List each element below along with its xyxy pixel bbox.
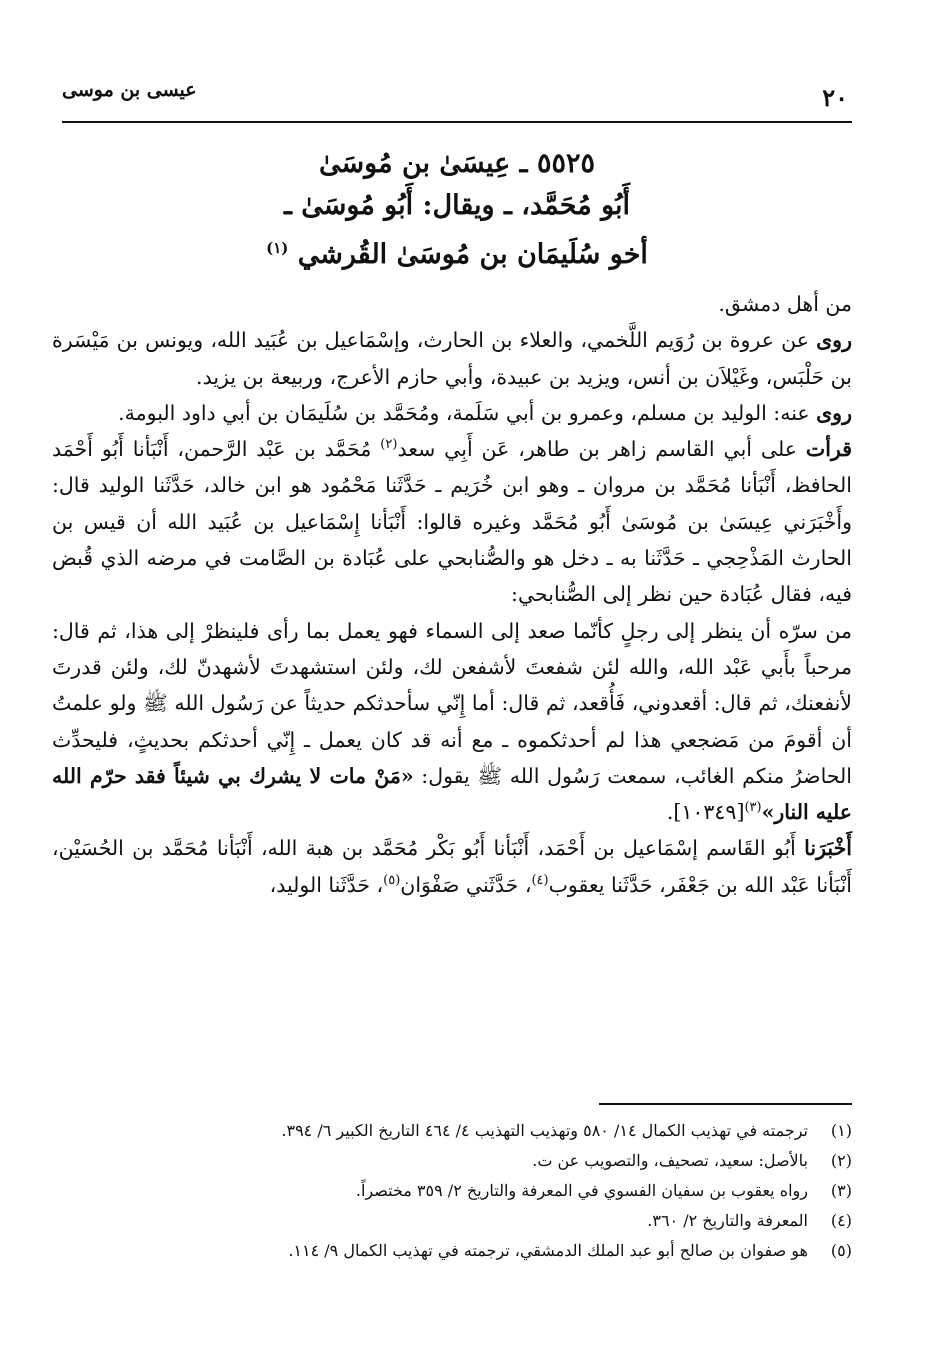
paragraph-text: عنه: الوليد بن مسلم، وعمرو بن أبي سَلَمة، ومُحَمَّد بن سُلَيمَان بن أبي داود البومة. bbox=[118, 400, 817, 425]
footnote-ref: (٥) bbox=[383, 872, 401, 888]
paragraph-narrated-by bbox=[52, 395, 852, 431]
footnote-separator bbox=[599, 1103, 852, 1105]
paragraph-lead-word: روى bbox=[816, 328, 852, 353]
footnote bbox=[62, 1146, 852, 1176]
footnote-number: (٣) bbox=[830, 1181, 852, 1200]
entry-title-line-2: أَبُو مُحَمَّد، ـ ويقال: أَبُو مُوسَىٰ ـ bbox=[283, 190, 631, 221]
footnote bbox=[62, 1116, 852, 1146]
footnote-ref: (٢) bbox=[380, 437, 398, 453]
header-rule bbox=[62, 121, 852, 123]
entry-title-line-3 bbox=[62, 227, 852, 276]
paragraph-narrated-from bbox=[52, 322, 852, 395]
paragraph-text: على أبي القاسم زاهر بن طاهر، عَن أَبِي سعد bbox=[397, 437, 806, 462]
running-title: عيسى بن موسى bbox=[62, 79, 197, 101]
page-number: ٢٠ bbox=[822, 83, 848, 112]
footnote-text: ترجمته في تهذيب الكمال ١٤/ ٥٨٠ وتهذيب التهذيب ٤/ ٤٦٤ التاريخ الكبير ٦/ ٣٩٤. bbox=[281, 1121, 808, 1140]
page-header bbox=[62, 75, 852, 117]
paragraph-lead-word: أَخْبَرَنا bbox=[804, 836, 852, 861]
paragraph-text: أَبُو القَاسم إسْمَاعيل بن أَحْمَد، أَنْبَأنا أَبُو بَكْر مُحَمَّد بن هبة الله، أَنْبَأنا مُحَمَّد بن الحُسَيْن، أَنْبَأنا عَبْد الله بن جَعْفَر، حَدَّثَنا يعقوب bbox=[52, 836, 852, 897]
paragraph-text: مُحَمَّد بن عَبْد الرَّحمن، أَنْبَأنا أَبُو أَحْمَد الحافظ، أَنْبَأنا مُحَمَّد بن مروان ـ وهو ابن خُرَيم ـ حَدَّثَنا مَحْمُود هو ابن خالد، حَدَّثَنا الوليد قال: وأَخْبَرَني عِيسَىٰ بن مُوسَىٰ أَبُو مُحَمَّد وغيره قالوا: أَنْبَأنا إِسْمَاعيل بن عُبَيد الله أن قيس بن الحارث المَذْحِجي ـ حَدَّثَنا به ـ دخل هو والصُّنابحي على عُبَادة بن الصَّامت في مرضه الذي قُبض فيه، فقال عُبَادة حين نظر إلى الصُّنابحي: bbox=[52, 437, 852, 607]
hadith-number: [١٠٣٤٩]. bbox=[666, 800, 745, 825]
paragraph-isnad-2 bbox=[52, 830, 852, 903]
paragraph-text: عن عروة بن رُوَيم اللَّخمي، والعلاء بن الحارث، وإسْمَاعيل بن عُبَيد الله، ويونس بن مَيْسَرة بن حَلْبَس، وغَيْلاَن بن أنس، ويزيد بن عبيدة، وأبي حازم الأعرج، وربيعة بن يزيد. bbox=[52, 328, 852, 389]
paragraph-hadith-text bbox=[52, 613, 852, 831]
footnote-text: بالأصل: سعيد، تصحيف، والتصويب عن ت. bbox=[532, 1151, 808, 1170]
entry-title-line-3-text: أخو سُلَيمَان بن مُوسَىٰ القُرشي bbox=[297, 239, 648, 270]
footnote-number: (٥) bbox=[830, 1241, 852, 1260]
footnote-number: (٢) bbox=[830, 1151, 852, 1170]
footnote-text: رواه يعقوب بن سفيان الفسوي في المعرفة والتاريخ ٢/ ٣٥٩ مختصراً. bbox=[355, 1181, 808, 1200]
footnote-ref: (١) bbox=[266, 239, 289, 257]
footnote-text: المعرفة والتاريخ ٢/ ٣٦٠. bbox=[647, 1211, 808, 1230]
footnote-ref: (٣) bbox=[744, 800, 762, 816]
footnotes bbox=[62, 1116, 852, 1266]
entry-title bbox=[62, 143, 852, 276]
paragraph-origin: من أهل دمشق. bbox=[718, 292, 852, 316]
footnote bbox=[62, 1236, 852, 1266]
entry-title-line-1: ٥٥٢٥ ـ عِيسَىٰ بن مُوسَىٰ bbox=[319, 148, 595, 179]
footnote-text: هو صفوان بن صالح أبو عبد الملك الدمشقي، ترجمته في تهذيب الكمال ٩/ ١١٤. bbox=[288, 1241, 808, 1260]
footnote bbox=[62, 1206, 852, 1236]
paragraph-lead-word: روى bbox=[816, 400, 852, 425]
paragraph-lead-word: قرأت bbox=[805, 437, 852, 462]
paragraph-text: ، حَدَّثَنا الوليد، bbox=[269, 872, 384, 897]
footnote bbox=[62, 1176, 852, 1206]
body-text bbox=[52, 286, 852, 903]
footnote-number: (١) bbox=[830, 1121, 852, 1140]
paragraph-text: ، حَدَّثَني صَفْوَان bbox=[400, 872, 532, 897]
footnote-ref: (٤) bbox=[531, 872, 549, 888]
footnote-number: (٤) bbox=[830, 1211, 852, 1230]
hadith-quote: «مَنْ مات لا يشرك بي شيئاً فقد حرّم الله عليه النار» bbox=[52, 763, 852, 825]
paragraph-isnad-1 bbox=[52, 431, 852, 612]
paragraph-text: من سرّه أن ينظر إلى رجلٍ كأنّما صعد إلى السماء فهو يعمل بما رأى فلينظرْ إلى هذا، ثم قال: مرحباً بأَبي عَبْد الله، والله لئن شفعتَ لأشفعن لك، ولئن استشهدتَ لأشهدنّ لك، ولئن قدرتَ لأنفعنك، ثم قال: أقعدوني، فَأُقعد، ثم قال: أما إِنّي سأحدثكم حديثاً عن رَسُول الله ﷺ ولو علمتُ أن أقومَ من مَضجعي هذا لم أحدثكموه ـ مع أنه قد كان يعمل ـ إِنّي أحدثكم بحديثٍ، فليحدِّث الحاضرُ منكم الغائب، سمعت رَسُول الله ﷺ يقول: bbox=[52, 618, 852, 788]
